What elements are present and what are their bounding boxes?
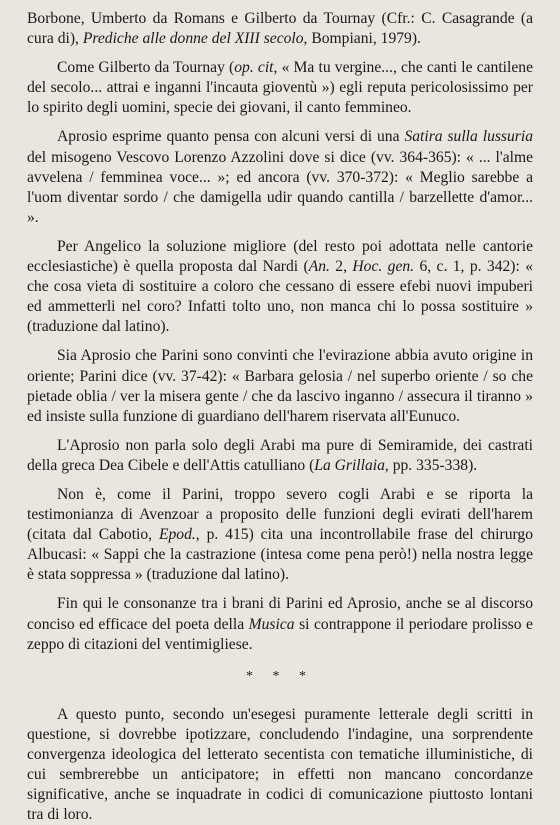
paragraph bbox=[27, 237, 533, 337]
text-run: , « Ma tu vergine..., che canti le cantilene del secolo... attrai e inganni l'incauta gioventù ») egli reputa pericolosissimo per lo spirito degli uomini, specie dei giovani, il canto femmineo. bbox=[27, 59, 533, 117]
text-run: Fin qui le consonanze tra i brani di Parini ed Aprosio, anche se al discorso conciso ed efficace del poeta della bbox=[27, 595, 533, 633]
paragraph bbox=[27, 58, 533, 118]
text-run: Borbone, Umberto da Romans e Gilberto da Tournay (Cfr.: C. Casagrande (a cura di), bbox=[27, 10, 533, 48]
section-separator: * * * bbox=[246, 668, 314, 684]
paragraph bbox=[27, 127, 533, 227]
text-run: 2, bbox=[329, 258, 353, 276]
italic-citation: Satira sulla lussuria bbox=[404, 128, 533, 146]
text-run: , Bompiani, 1979). bbox=[303, 30, 421, 48]
text-run: 6, c. 1, p. 342): « che cosa vieta di sostituire a coloro che cessano di essere efebi nuovi impuberi ed ammetterli nel coro? Infatti tolto uno, non manca chi lo possa sostituire » (traduzione dal latino). bbox=[27, 258, 533, 336]
paragraph bbox=[27, 346, 533, 426]
italic-citation: op. cit bbox=[234, 59, 274, 77]
italic-citation: An. bbox=[308, 258, 330, 276]
body-text bbox=[27, 9, 533, 655]
text-run: , p. 415) cita una incontrollabile frase del chirurgo Albucasi: « Sappi che la castrazione (intesa come pena però!) nella nostra legge è stata soppressa » (traduzione dal latino). bbox=[27, 526, 533, 584]
paragraph bbox=[27, 485, 533, 585]
final-paragraph: A questo punto, secondo un'esegesi puramente letterale degli scritti in questione, si dovrebbe ipotizzare, concludendo l'indagine, una sorprendente convergenza ideologica del letterato secentista con tematiche illuministiche, di cui sembrerebbe un anticipatore; in effetti non mancano concordanze significative, anche se inquadrate in codici di comunicazione piuttosto lontani tra di loro. bbox=[27, 705, 533, 824]
text-run: Per Angelico la soluzione migliore (del resto poi adottata nelle cantorie ecclesiastiche) è quella proposta dal Nardi ( bbox=[27, 237, 533, 276]
paragraph bbox=[27, 594, 533, 654]
italic-citation: Epod. bbox=[158, 526, 196, 544]
text-run: Sia Aprosio che Parini sono convinti che l'evirazione abbia avuto origine in oriente; Parini dice (vv. 37-42): « Barbara gelosia / nel superbo oriente / so che pietade oblia / ver la misera gente / che da lascivo inganno / assecura il tiranno » ed insiste sulla funzione di guardiano dell'harem riservata all'Eunuco. bbox=[27, 347, 533, 425]
text-run: del misogeno Vescovo Lorenzo Azzolini dove si dice (vv. 364-365): « ... l'alme avvelena / femminea voce... »; ed ancora (vv. 370-372): « Meglio sarebbe a l'uom diventar sordo / che damigella udir quando cantilla / barzellette d'amor... ». bbox=[27, 148, 533, 226]
italic-citation: Prediche alle donne del XIII secolo bbox=[82, 30, 304, 48]
italic-citation: Musica bbox=[248, 615, 295, 633]
text-run: Non è, come il Parini, troppo severo cogli Arabi e se riporta la testimonianza di Avenzoar a proposito delle funzioni degli evirati dell'harem (citata dal Cabotio, bbox=[27, 485, 533, 544]
text-run: L'Aprosio non parla solo degli Arabi ma pure di Semiramide, dei castrati della greca Dea Cibele e dell'Attis catulliano ( bbox=[27, 436, 533, 474]
text-run: Aprosio esprime quanto pensa con alcuni versi di una bbox=[57, 128, 405, 146]
paragraph bbox=[27, 9, 533, 49]
text-run: , pp. 335-338). bbox=[384, 456, 478, 474]
italic-citation: Hoc. gen. bbox=[352, 258, 415, 276]
text-run: Come Gilberto da Tournay ( bbox=[57, 59, 235, 77]
italic-citation: La Grillaia bbox=[314, 456, 385, 474]
text-run: si contrappone il periodare prolisso e zeppo di citazioni del ventimigliese. bbox=[27, 615, 533, 653]
paragraph bbox=[27, 436, 533, 476]
